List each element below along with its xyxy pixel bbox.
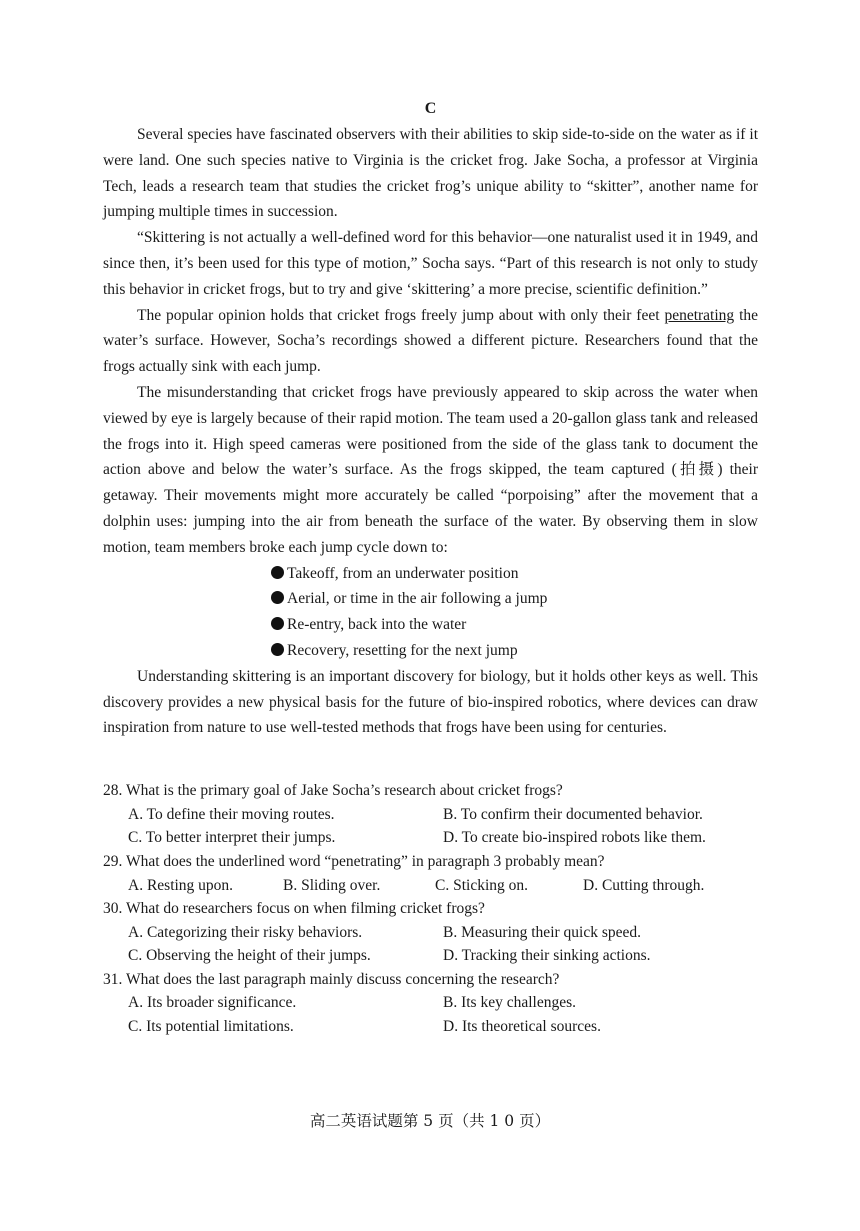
paragraph-5: Understanding skittering is an important discovery for biology, but it holds other keys as well. This discovery provides a new physical basis for the future of bio-inspired robotics, where devices can draw inspiration from nature to use well-tested methods that frogs have been using for centuries. [103, 667, 758, 737]
question-31 [103, 968, 758, 1039]
section-letter: C [424, 100, 437, 117]
list-item [271, 561, 758, 587]
reading-passage-c [103, 96, 758, 1039]
option-a[interactable]: A. Resting upon. [128, 876, 234, 894]
jump-cycle-list [103, 561, 758, 664]
option-b[interactable]: B. To confirm their documented behavior. [443, 805, 703, 823]
option-a[interactable]: A. Categorizing their risky behaviors. [128, 923, 363, 941]
bullet-text: Aerial, or time in the air following a jump [287, 590, 548, 608]
option-d[interactable]: D. Tracking their sinking actions. [443, 947, 651, 965]
bullet-icon [271, 591, 284, 604]
option-d[interactable]: D. Its theoretical sources. [443, 1018, 601, 1036]
option-b[interactable]: B. Sliding over. [283, 876, 381, 894]
option-c[interactable]: C. Observing the height of their jumps. [128, 947, 371, 965]
page-footer: 高二英语试题第 5 页（共 1 0 页） [309, 1112, 551, 1130]
options-row [103, 921, 758, 945]
question-28 [103, 779, 758, 850]
question-29 [103, 850, 758, 897]
bullet-text: Takeoff, from an underwater position [287, 564, 519, 582]
question-stem: 31. What does the last paragraph mainly discuss concerning the research? [103, 970, 560, 988]
list-item [271, 586, 758, 612]
question-30 [103, 897, 758, 968]
option-d[interactable]: D. Cutting through. [583, 876, 705, 894]
option-c[interactable]: C. To better interpret their jumps. [128, 829, 336, 847]
options-row [103, 944, 758, 968]
bullet-text: Recovery, resetting for the next jump [287, 641, 518, 659]
option-a[interactable]: A. Its broader significance. [128, 994, 297, 1012]
option-c[interactable]: C. Sticking on. [435, 876, 529, 894]
paragraph-2: “Skittering is not actually a well-defined word for this behavior—one naturalist used it in 1949, and since then, it’s been used for this type of motion,” Socha says. “Part of this research is not only to study this behavior in cricket frogs, but to try and give ‘skittering’ a more precise, scientific definition.” [103, 229, 758, 298]
bullet-icon [271, 643, 284, 656]
paragraph-1: Several species have fascinated observers with their abilities to skip side-to-side on the water as if it were land. One such species native to Virginia is the cricket frog. Jake Socha, a professor at Virginia Tech, leads a research team that studies the cricket frog’s unique ability to “skitter”, another name for jumping multiple times in succession. [103, 126, 758, 221]
options-row [103, 826, 758, 850]
paragraph-4: The misunderstanding that cricket frogs have previously appeared to skip across the water when viewed by eye is largely because of their rapid motion. The team used a 20-gallon glass tank and released the frogs into it. High speed cameras were positioned from the side of the glass tank to document the action above and below the water’s surface. As the frogs skipped, the team captured (拍摄) their getaway. Their movements might more accurately be called “porpoising” after the movement that a dolphin uses: jumping into the air from beneath the surface of the water. By observing them in slow motion, team members broke each jump cycle down to: [103, 383, 758, 556]
list-item [271, 638, 758, 664]
option-c[interactable]: C. Its potential limitations. [128, 1018, 294, 1036]
paragraph-3 [103, 303, 758, 380]
list-item [271, 612, 758, 638]
bullet-text: Re-entry, back into the water [287, 616, 467, 634]
option-b[interactable]: B. Measuring their quick speed. [443, 923, 642, 941]
option-a[interactable]: A. To define their moving routes. [128, 805, 335, 823]
paragraph-3-before: The popular opinion holds that cricket frogs freely jump about with only their feet [137, 306, 665, 324]
paragraph-3-after: the water’s surface. However, Socha’s recordings showed a different picture. Researchers found that the frogs actually sink with each jump. [103, 306, 759, 376]
bullet-icon [271, 617, 284, 630]
options-row [103, 991, 758, 1015]
options-row [103, 1015, 758, 1039]
question-stem: 30. What do researchers focus on when filming cricket frogs? [103, 900, 485, 918]
options-row [103, 874, 758, 898]
option-b[interactable]: B. Its key challenges. [443, 994, 577, 1012]
bullet-icon [271, 566, 284, 579]
options-row [103, 803, 758, 827]
question-stem: 28. What is the primary goal of Jake Socha’s research about cricket frogs? [103, 782, 563, 800]
underlined-word: penetrating [664, 306, 735, 324]
option-d[interactable]: D. To create bio-inspired robots like them. [443, 829, 706, 847]
question-stem: 29. What does the underlined word “penetrating” in paragraph 3 probably mean? [103, 852, 605, 870]
questions [103, 779, 758, 1039]
